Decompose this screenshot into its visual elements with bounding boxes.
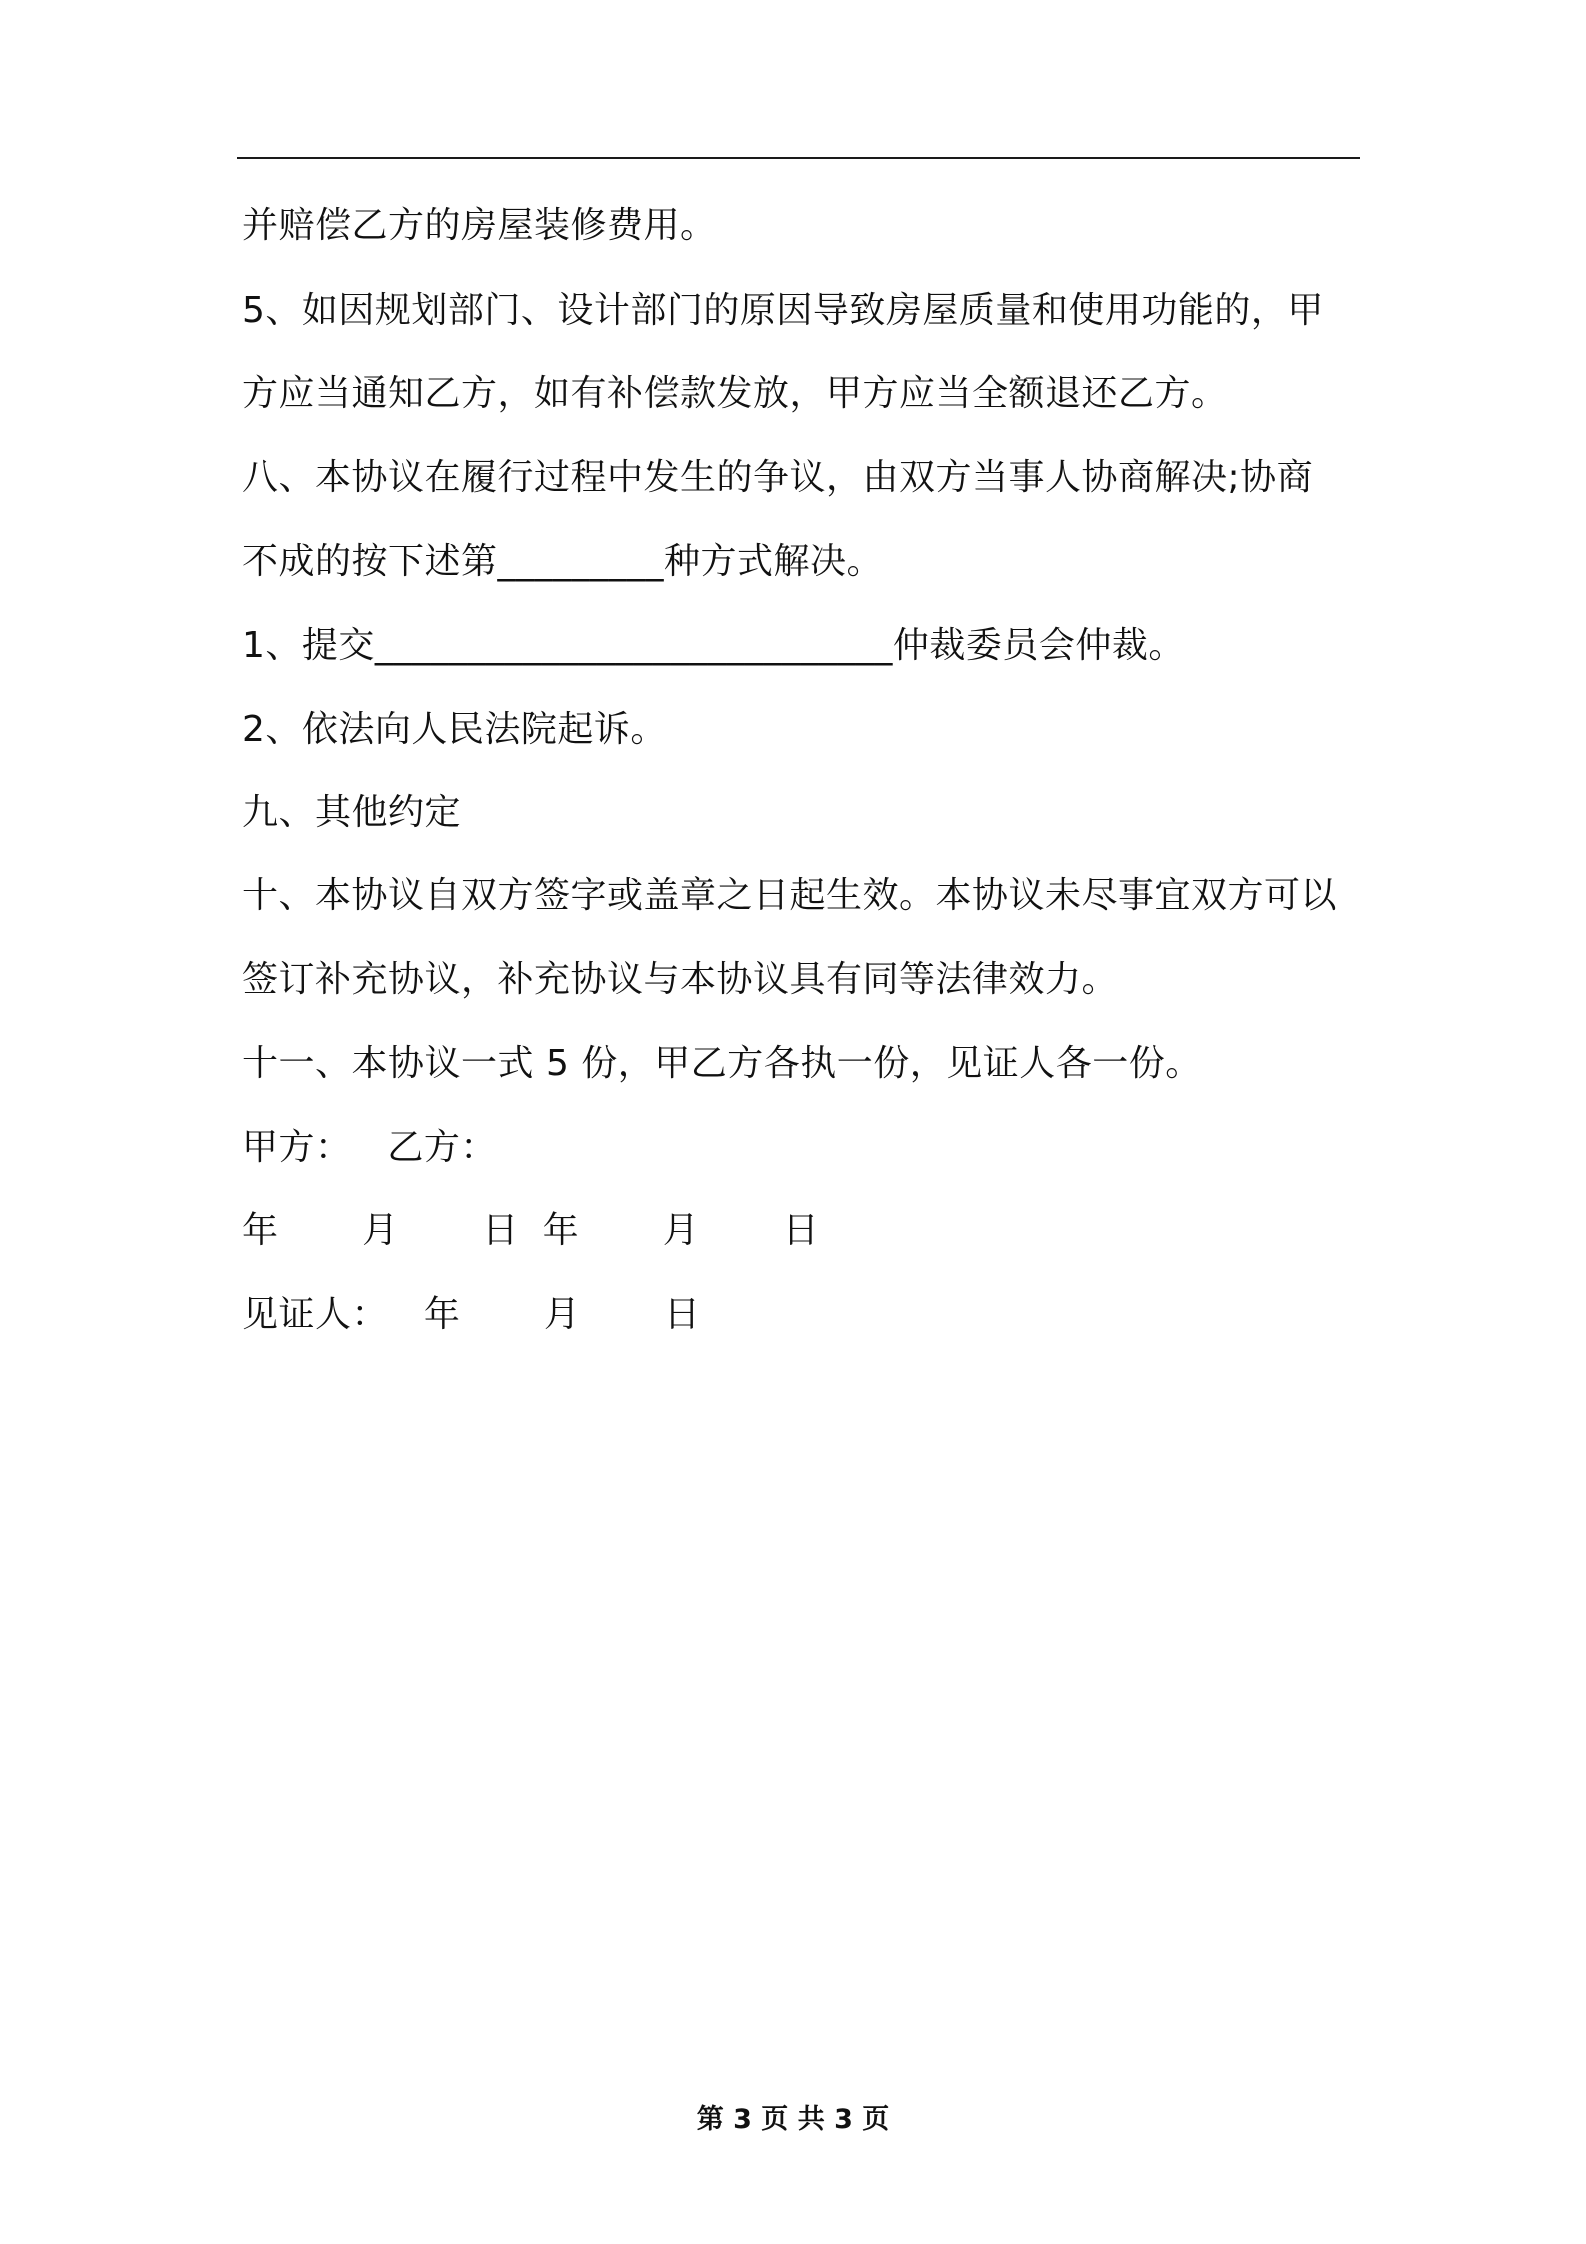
header-rule [237, 157, 1360, 159]
clause-line-4: 八、本协议在履行过程中发生的争议，由双方当事人协商解决;协商 [242, 457, 1314, 498]
clause-line-7: 2、依法向人民法院起诉。 [242, 709, 667, 750]
clause-line-11: 十一、本协议一式 5 份，甲乙方各执一份，见证人各一份。 [242, 1043, 1202, 1084]
signature-parties-line: 甲方： 乙方： [242, 1127, 497, 1168]
signature-date-line: 年 月 日 年 月 日 [242, 1210, 820, 1251]
clause-line-1: 并赔偿乙方的房屋装修费用。 [242, 205, 717, 246]
clause-line-10: 签订补充协议，补充协议与本协议具有同等法律效力。 [242, 959, 1119, 1000]
clause-line-2: 5、如因规划部门、设计部门的原因导致房屋质量和使用功能的，甲 [242, 290, 1324, 331]
clause-line-8: 九、其他约定 [242, 792, 462, 833]
page-footer: 第 3 页 共 3 页 [696, 2104, 890, 2135]
clause-line-3: 方应当通知乙方，如有补偿款发放，甲方应当全额退还乙方。 [242, 373, 1228, 414]
clause-line-5: 不成的按下述第_________种方式解决。 [242, 541, 884, 582]
clause-line-9: 十、本协议自双方签字或盖章之日起生效。本协议未尽事宜双方可以 [242, 875, 1338, 916]
witness-line: 见证人： 年 月 日 [242, 1294, 701, 1335]
clause-line-6: 1、提交____________________________仲裁委员会仲裁。 [242, 625, 1185, 666]
